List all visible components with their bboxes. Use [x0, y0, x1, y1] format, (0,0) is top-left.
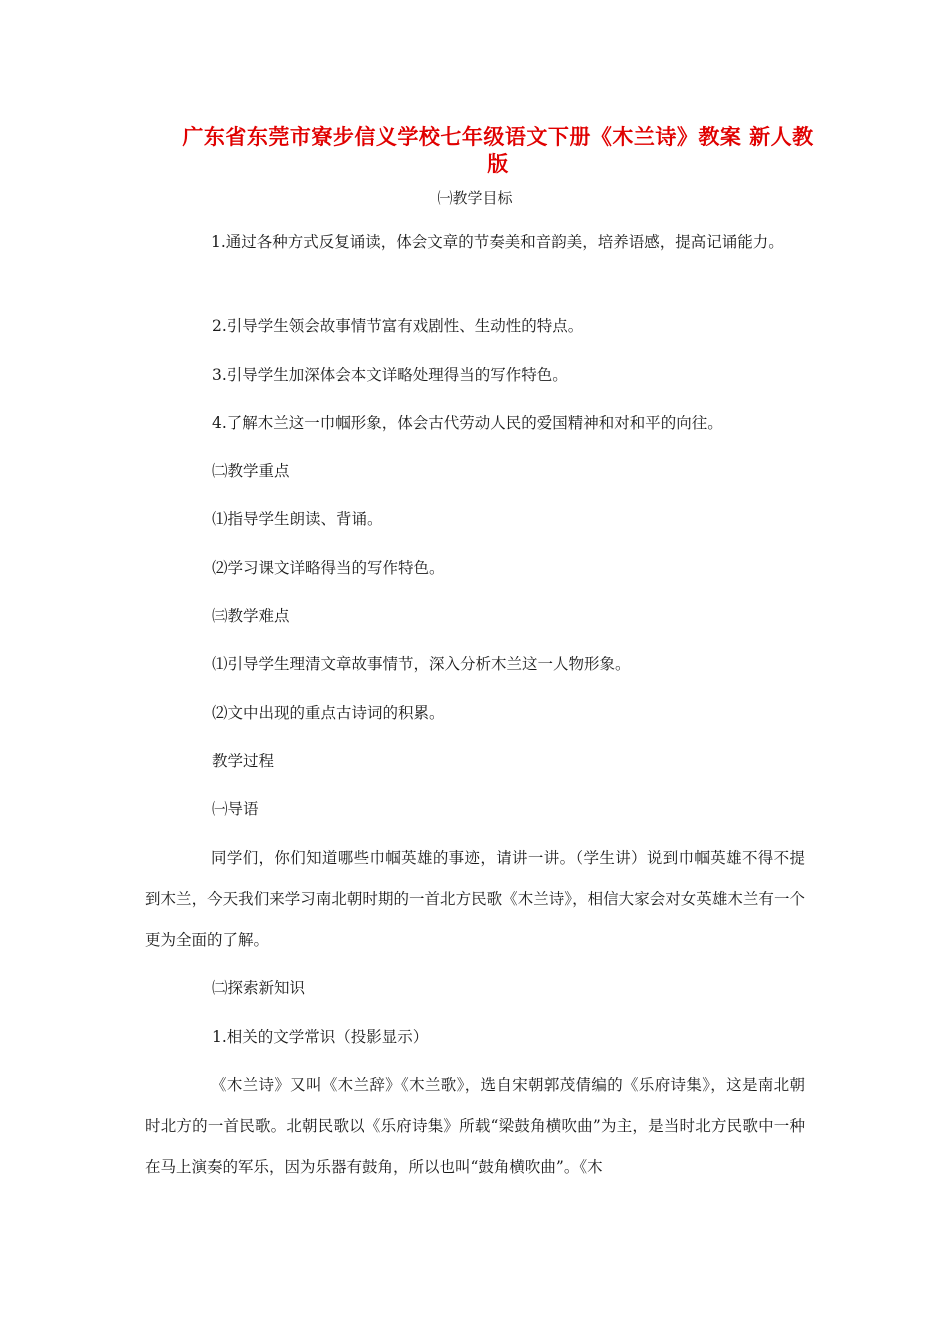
document-title: 广东省东莞市寮步信义学校七年级语文下册《木兰诗》教案 新人教版 — [182, 125, 814, 176]
key-point-2: ⑵学习课文详略得当的写作特色。 — [212, 559, 445, 577]
literary-paragraph: 《木兰诗》又叫《木兰辞》《木兰歌》，选自宋朝郭茂倩编的《乐府诗集》，这是南北朝时北方的一首民歌。北朝民歌以《乐府诗集》所载“梁鼓角横吹曲”为主，是当时北方民歌中一种在马上演奏的军乐，因为乐器有鼓角，所以也叫“鼓角横吹曲”。《木 — [145, 1076, 805, 1176]
literary-heading: 1.相关的文学常识（投影显示） — [212, 1028, 429, 1046]
difficulty-2: ⑵文中出现的重点古诗词的积累。 — [212, 704, 445, 722]
key-point-1: ⑴指导学生朗读、背诵。 — [212, 510, 383, 528]
objective-4: 4.了解木兰这一巾帼形象，体会古代劳动人民的爱国精神和对和平的向往。 — [212, 414, 723, 432]
key-points-heading: ㈡教学重点 — [212, 462, 290, 480]
intro-heading: ㈠导语 — [212, 800, 259, 818]
objective-3: 3.引导学生加深体会本文详略处理得当的写作特色。 — [212, 366, 568, 384]
objective-1: 1.通过各种方式反复诵读，体会文章的节奏美和音韵美，培养语感，提高记诵能力。 — [211, 233, 784, 251]
difficulty-1: ⑴引导学生理清文章故事情节，深入分析木兰这一人物形象。 — [212, 655, 631, 673]
difficulties-heading: ㈢教学难点 — [212, 607, 290, 625]
objectives-heading: ㈠教学目标 — [437, 189, 513, 207]
intro-paragraph: 同学们，你们知道哪些巾帼英雄的事迹，请讲一讲。（学生讲）说到巾帼英雄不得不提到木兰，今天我们来学习南北朝时期的一首北方民歌《木兰诗》，相信大家会对女英雄木兰有一个更为全面的了解。 — [145, 849, 805, 949]
objective-2: 2.引导学生领会故事情节富有戏剧性、生动性的特点。 — [212, 317, 584, 335]
process-heading: 教学过程 — [212, 752, 275, 770]
explore-heading: ㈡探索新知识 — [212, 979, 306, 997]
